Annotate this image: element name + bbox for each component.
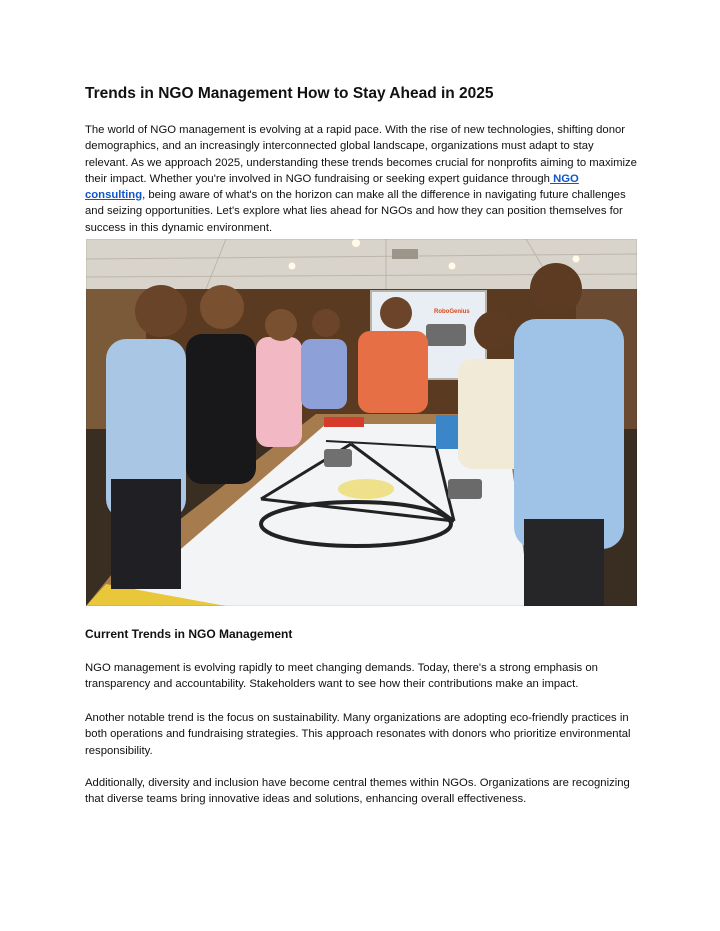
ngo-consulting-link[interactable]: NGO consulting [85, 172, 579, 202]
robot [324, 449, 352, 467]
section-heading: Current Trends in NGO Management [85, 627, 293, 641]
intro-text-after-link: , being aware of what's on the horizon can make all the difference in navigating future challenges and seizing opportunities. Let's explore what lies ahead for NGOs and how they can position themselves for success in this dynamic environment. [85, 189, 626, 234]
article-title: Trends in NGO Management How to Stay Ahead in 2025 [85, 85, 494, 102]
body-paragraph-diversity: Additionally, diversity and inclusion have become central themes within NGOs. Organizations are recognizing that diverse teams bring innovative ideas and solutions, enhancing overall effectiveness. [85, 777, 630, 806]
robot [448, 479, 482, 499]
ceiling-light [573, 256, 580, 263]
center-logo [338, 479, 394, 499]
intro-text-before-link: The world of NGO management is evolving at a rapid pace. With the rise of new technologies, shifting donor demographics, and an increasingly interconnected global landscape, organizations must adapt to stay relevant. As we approach 2025, understanding these trends becomes crucial for nonprofits aiming to maximize their impact. Whether you're involved in NGO fundraising or seeking expert guidance through [85, 124, 637, 185]
projector [392, 249, 418, 259]
ceiling-light [352, 239, 360, 247]
intro-paragraph [85, 122, 640, 236]
body-paragraph-transparency: NGO management is evolving rapidly to meet changing demands. Today, there's a strong emphasis on transparency and accountability. Stakeholders want to see how their contributions make an impact. [85, 662, 598, 691]
ceiling-light [289, 263, 296, 270]
screen-label: RoboGenius [434, 309, 470, 315]
workshop-photo-illustration [86, 239, 637, 606]
body-paragraph-sustainability: Another notable trend is the focus on sustainability. Many organizations are adopting eco-friendly practices in both operations and fundraising strategies. This approach resonates with donors who prioritize environmental responsibility. [85, 712, 631, 757]
red-tile [324, 417, 364, 427]
workshop-photo [86, 239, 637, 606]
ceiling-light [449, 263, 456, 270]
